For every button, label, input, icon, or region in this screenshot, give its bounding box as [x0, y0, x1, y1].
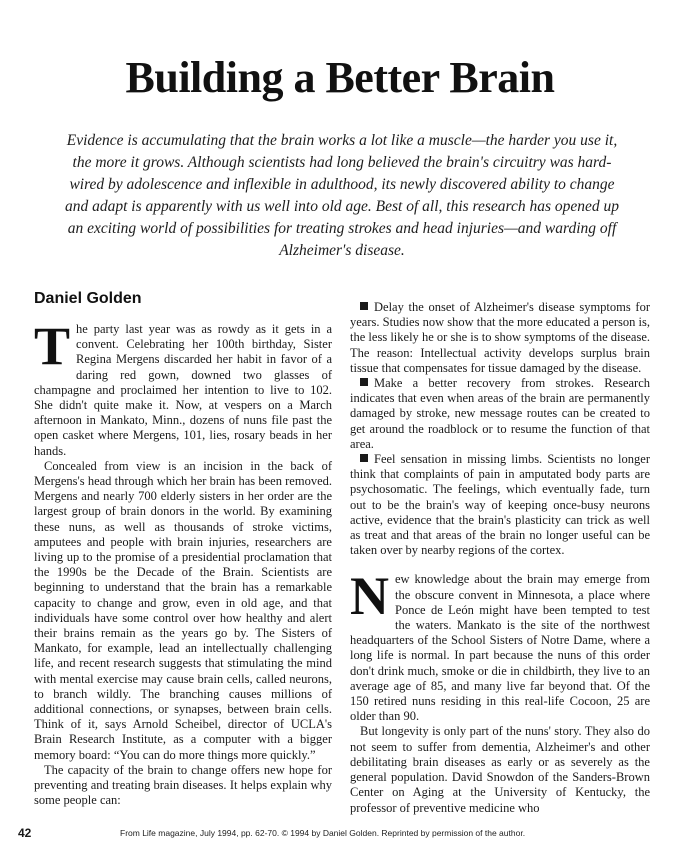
- paragraph-intro: [34, 316, 332, 459]
- paragraph: But longevity is only part of the nuns' story. They also do not seem to suffer from dementia, Alzheimer's and other debilitating brain diseases as early or as severely as the general population. David Snowdon of the Sanders-Brown Center on Aging at the University of Kentucky, the professor of preventive medicine who: [350, 724, 650, 815]
- page-number: 42: [18, 826, 32, 840]
- author-byline: Daniel Golden: [34, 290, 142, 307]
- article-deck: Evidence is accumulating that the brain works a lot like a muscle—the harder you use it, the more it grows. Although scientists had long believed the brain's circuitry was hard-wired by adolescence and inflexible in adulthood, its newly discovered ability to change and adapt is apparently with us well into old age. Best of all, this research has opened up an exciting world of possibilities for treating strokes and head injuries—and warding off Alzheimer's disease.: [64, 132, 620, 259]
- bullet-item: Feel sensation in missing limbs. Scientists no longer think that complaints of pain in amputated body parts are psychosomatic. The feelings, which eventually fade, turn out to be the brain's way of keeping once-busy neurons active, evidence that the brain's plasticity can trick as well as treat and that areas of the brain no longer useful can be taken over by nearby regions of the cortex.: [350, 452, 650, 558]
- article-title: Building a Better Brain: [125, 53, 555, 102]
- paragraph: The capacity of the brain to change offers new hope for preventing and treating brain diseases. It helps explain why some people can:: [34, 762, 332, 808]
- section-spacer: [350, 558, 650, 572]
- drop-cap: T: [34, 316, 71, 376]
- bullet-square-icon: [360, 378, 368, 386]
- paragraph-text: he party last year was as rowdy as it gets in a convent. Celebrating her 100th birthday, Sister Regina Mergens discarded her habit in favor of a daring red gown, downed two glasses of champagne and proclaimed her intention to live to 102. She didn't quite make it. Now, at vespers on a March afternoon in Mankato, Minn., dozens of nuns file past the open casket where Mergens, 101, lies, rosary beads in her hands.: [34, 322, 332, 458]
- paragraph-section-start: [350, 566, 650, 724]
- paragraph: Concealed from view is an incision in the back of Mergens's head through which her brain has been removed. Mergens and nearly 700 elderly sisters in her order are the largest group of brain donors in the world. By examining these nuns, as well as thousands of stroke victims, amputees and people with brain injuries, researchers are living up to the promise of a presidential proclamation that the 1990s be the Decade of the Brain. Scientists are beginning to understand that the brain has a remarkable capacity to change and grow, even in old age, and that individuals have some control over how healthy and alert their brains remain as the years go by. The Sisters of Mankato, for example, lead an intellectually challenging life, and recent research suggests that stimulating the mind with mental exercise may cause brain cells, called neurons, to branch wildly. The branching causes millions of additional connections, or synapses, between brain cells. Think of it, says Arnold Scheibel, director of UCLA's Brain Research Institute, as a computer with a bigger memory board: “You can do more things more quickly.”: [34, 458, 332, 762]
- bullet-item: Delay the onset of Alzheimer's disease symptoms for years. Studies now show that the more educated a person is, the less likely he or she is to show symptoms of the disease. The reason: Intellectual activity develops surplus brain tissue that compensates for tissue damaged by the disease.: [350, 300, 650, 375]
- source-credit: From Life magazine, July 1994, pp. 62-70. © 1994 by Daniel Golden. Reprinted by permission of the author.: [120, 828, 526, 838]
- bullet-item: Make a better recovery from strokes. Research indicates that even when areas of the brain are permanently damaged by stroke, new message routes can be created to get around the roadblock or to resume the function of that area.: [350, 376, 650, 451]
- page-footer: [0, 826, 680, 846]
- paragraph-text: ew knowledge about the brain may emerge from the obscure convent in Minnesota, a place where Ponce de León might have been tempted to test the waters. Mankato is the site of the northwest headquarters of the School Sisters of Notre Dame, where a long life is normal. In part because the nuns of this order don't drink much, smoke or die in childbirth, they live to an average age of 85, and many live far beyond that. Of the 150 retired nuns residing in this real-life Cocoon, 25 are older than 90.: [350, 572, 650, 724]
- left-column: [34, 316, 332, 809]
- right-column: [350, 300, 650, 816]
- drop-cap: N: [350, 566, 389, 627]
- bullet-square-icon: [360, 302, 368, 310]
- bullet-square-icon: [360, 454, 368, 462]
